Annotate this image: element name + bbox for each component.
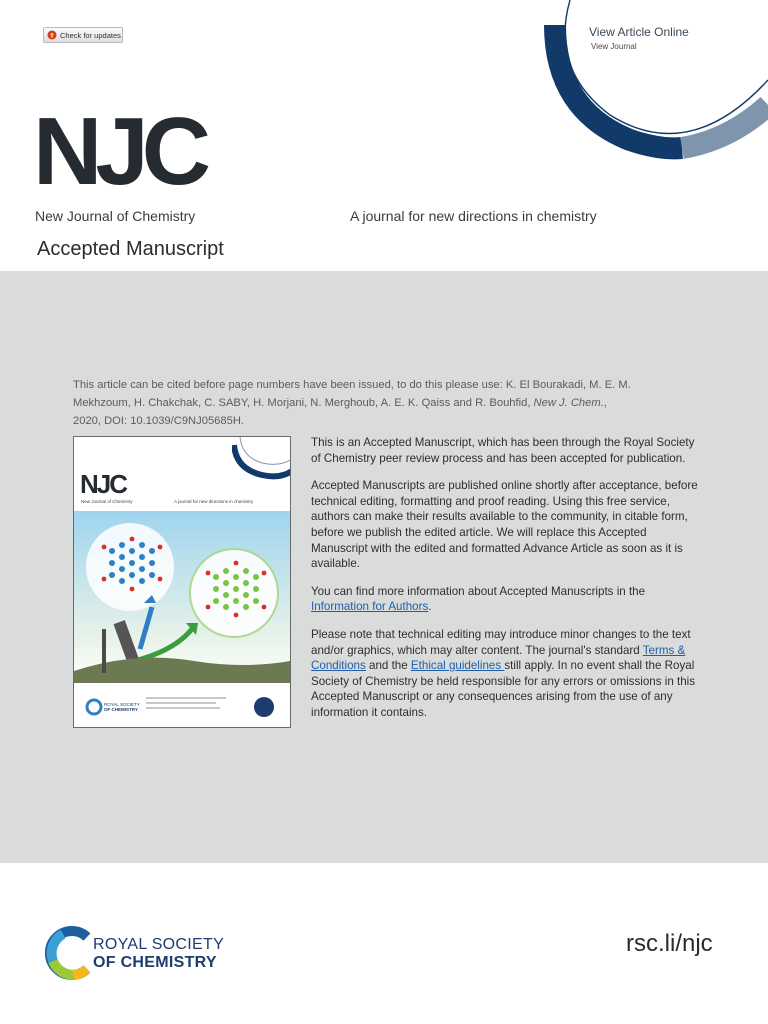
- publisher-name-line1: ROYAL SOCIETY: [93, 936, 225, 953]
- cover-journal-name: New Journal of Chemistry: [81, 499, 133, 504]
- journal-cover-image: [73, 436, 291, 728]
- check-updates-label: Check for updates: [60, 30, 121, 40]
- notice-paragraph-4: [311, 627, 701, 721]
- citation-text: [73, 376, 633, 430]
- svg-text:OF CHEMISTRY: OF CHEMISTRY: [104, 707, 138, 712]
- svg-text:ROYAL SOCIETY: ROYAL SOCIETY: [104, 702, 140, 707]
- notice-paragraph-1: This is an Accepted Manuscript, which has been through the Royal Society of Chemistry peer review process and has been accepted for publication.: [311, 436, 695, 465]
- ethical-guidelines-link[interactable]: Ethical guidelines: [410, 659, 505, 673]
- cover-logo: NJC: [80, 469, 127, 499]
- notice-p4-text: Please note that technical editing may introduce minor changes to the text and/or graphics, which may alter content. The journal's standard: [311, 627, 691, 657]
- manuscript-notice: [311, 435, 701, 733]
- notice-p3-end: .: [428, 600, 432, 614]
- citation-journal: New J. Chem.: [533, 397, 604, 409]
- notice-p4-end: still apply. In no event shall the Royal Society of Chemistry be held responsible for any errors or omissions in this Accepted Manuscript or any consequences arising from the use of any information it contains.: [311, 659, 696, 719]
- notice-p3-text: You can find more information about Accepted Manuscripts in the: [311, 584, 646, 598]
- cover-tagline: A journal for new directions in chemistry: [174, 499, 254, 504]
- citation-lead: This article can be cited before page numbers have been issued, to do this please use: K. El Bourakadi, M. E. M. Mekhzoum, H. Chakchak, C. SABY, H. Morjani, N. Merghoub, A. E. K. Qaiss and R. Bouhfid,: [73, 379, 631, 409]
- manuscript-status-title: Accepted Manuscript: [37, 238, 224, 260]
- notice-paragraph-2: Accepted Manuscripts are published online shortly after acceptance, before technical editing, formatting and proof reading. Using this free service, authors can make their results available to the community, in citable form, before we publish the edited article. We will replace this Accepted Manuscript with the edited and formatted Advance Article as soon as it is available.: [311, 479, 698, 571]
- check-updates-icon: [47, 30, 57, 40]
- cover-arc-graphic: [232, 437, 291, 482]
- journal-tagline: A journal for new directions in chemistry: [350, 208, 597, 224]
- njc-logo: NJC: [33, 98, 205, 205]
- notice-paragraph-3: [311, 584, 701, 615]
- citation-tail: , 2020, DOI: 10.1039/C9NJ05685H.: [73, 397, 607, 427]
- terms-conditions-link[interactable]: Terms & Conditions: [311, 643, 686, 673]
- information-for-authors-link[interactable]: Information for Authors: [311, 600, 429, 614]
- notice-p4-mid: and the: [365, 659, 411, 673]
- publisher-name: [93, 936, 224, 972]
- view-article-online-link[interactable]: View Article Online: [589, 25, 689, 39]
- journal-url-link[interactable]: rsc.li/njc: [626, 930, 713, 957]
- view-journal-link[interactable]: View Journal: [591, 42, 637, 51]
- publisher-name-line2: OF CHEMISTRY: [93, 954, 217, 971]
- journal-name: New Journal of Chemistry: [35, 208, 196, 224]
- check-for-updates-button[interactable]: [43, 27, 123, 43]
- cover-artwork: [74, 511, 290, 721]
